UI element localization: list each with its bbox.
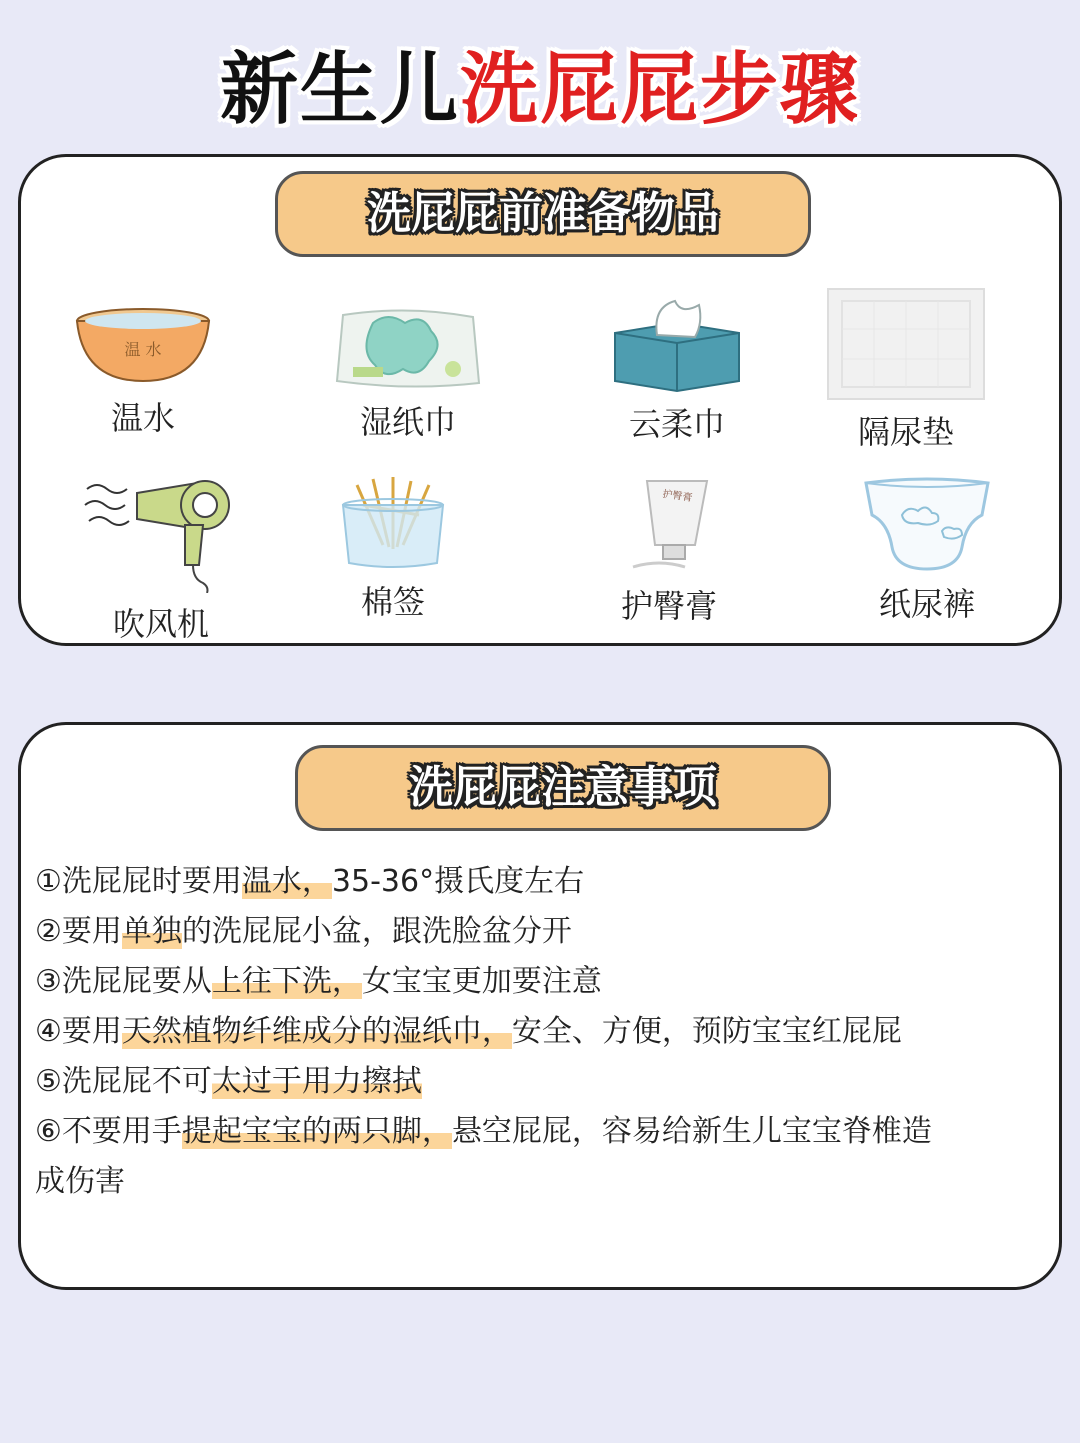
tip-item: ②要用单独的洗屁屁小盆，跟洗脸盆分开	[35, 914, 572, 949]
tip-highlight: 天然植物纤维成分的湿纸巾，	[121, 1014, 512, 1049]
supplies-card	[18, 154, 1062, 646]
tip-item: ④要用天然植物纤维成分的湿纸巾，安全、方便，预防宝宝红屁屁	[35, 1014, 902, 1049]
tip-item: ⑥不要用手提起宝宝的两只脚，悬空屁屁，容易给新生儿宝宝脊椎造成伤害	[35, 1114, 932, 1199]
title-part-2: 洗屁屁步骤	[460, 45, 861, 135]
bowl-text: 温 水	[124, 340, 162, 359]
changing-pad-icon	[826, 287, 986, 401]
supply-item-changing-pad	[806, 287, 1006, 453]
hair-dryer-icon	[81, 475, 241, 593]
tip-highlight: 提起宝宝的两只脚，	[181, 1114, 452, 1149]
tip-item: ⑤洗屁屁不可太过于用力擦拭	[35, 1064, 422, 1099]
tip-highlight: 温水，	[241, 864, 332, 899]
supplies-heading: 洗屁屁前准备物品	[275, 171, 811, 257]
wet-wipes-icon	[333, 305, 483, 391]
tip-item: ③洗屁屁要从上往下洗，女宝宝更加要注意	[35, 964, 602, 999]
supply-item-warm-water	[43, 307, 243, 439]
tip-highlight: 上往下洗，	[211, 964, 362, 999]
warm-water-bowl-icon	[73, 307, 213, 387]
tips-card	[18, 722, 1062, 1290]
supply-item-tissue	[577, 297, 777, 445]
diaper-icon	[862, 475, 992, 573]
supply-label: 护臀膏	[620, 587, 717, 625]
supply-label: 湿纸巾	[359, 403, 456, 441]
supply-label: 吹风机	[112, 605, 209, 643]
supply-item-hair-dryer	[61, 475, 261, 645]
tips-heading: 洗屁屁注意事项	[295, 745, 831, 831]
title-part-1: 新生儿	[219, 45, 460, 135]
supply-item-cotton-swab	[293, 475, 493, 623]
tips-list	[35, 857, 1045, 1207]
supply-label: 隔尿垫	[857, 413, 954, 451]
supply-item-diaper	[827, 475, 1027, 625]
tissue-box-icon	[607, 297, 747, 393]
cotton-swab-icon	[333, 475, 453, 571]
tip-item: ①洗屁屁时要用温水，35-36°摄氏度左右	[35, 864, 585, 899]
tip-highlight: 单独	[121, 914, 182, 949]
supply-item-wet-wipes	[308, 305, 508, 443]
supply-label: 棉签	[360, 583, 425, 621]
supply-label: 纸尿裤	[878, 585, 975, 623]
tip-highlight: 太过于用力擦拭	[211, 1064, 422, 1099]
supply-item-diaper-cream	[569, 475, 769, 627]
page-title	[0, 40, 1080, 140]
supply-label: 云柔巾	[628, 405, 725, 443]
diaper-cream-icon	[619, 475, 719, 575]
tube-text: 护臀膏	[661, 488, 693, 505]
supply-label: 温水	[110, 399, 175, 437]
